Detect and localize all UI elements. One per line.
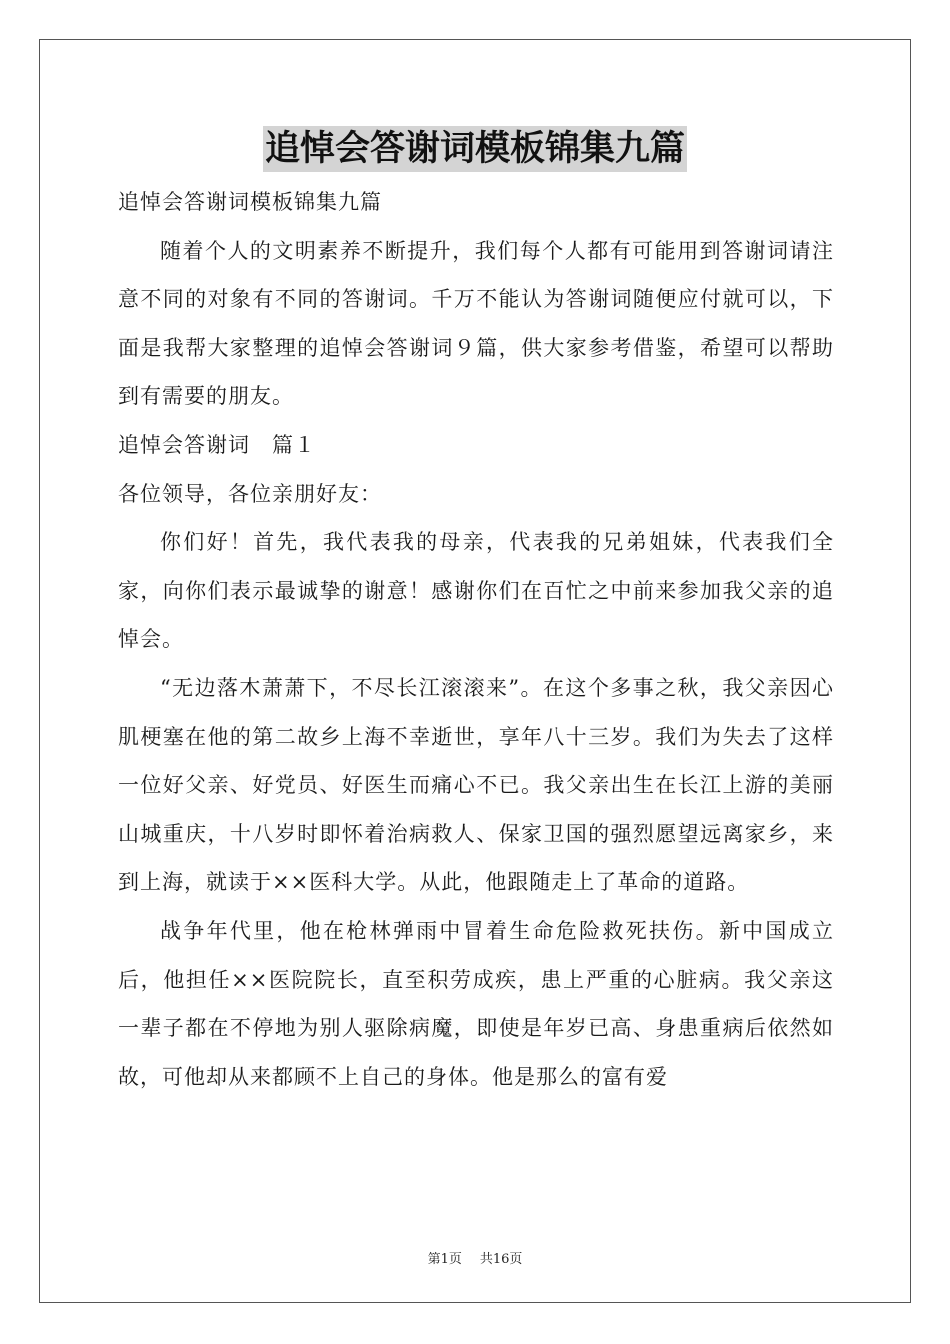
salutation: 各位领导，各位亲朋好友：: [118, 481, 382, 506]
page-total: 共16页: [479, 1252, 523, 1267]
paragraph: 你们好！首先，我代表我的母亲，代表我的兄弟姐妹，代表我们全家，向你们表示最诚挚的谢意！感谢你们在百忙之中前来参加我父亲的追悼会。: [118, 530, 834, 652]
document-body: [118, 178, 834, 1101]
section-heading: 追悼会答谢词 篇１: [118, 432, 316, 457]
paragraph: 战争年代里，他在枪林弹雨中冒着生命危险救死扶伤。新中国成立后，他担任××医院院长，直至积劳成疾，患上严重的心脏病。我父亲这一辈子都在不停地为别人驱除病魔，即使是年岁已高、身患重病后依然如故，可他却从来都顾不上自己的身体。他是那么的富有爱: [118, 918, 834, 1089]
paragraph: 随着个人的文明素养不断提升，我们每个人都有可能用到答谢词请注意不同的对象有不同的答谢词。千万不能认为答谢词随便应付就可以，下面是我帮大家整理的追悼会答谢词９篇，供大家参考借鉴，希望可以帮助到有需要的朋友。: [118, 238, 834, 409]
subtitle: 追悼会答谢词模板锦集九篇: [118, 190, 382, 214]
title-container: [0, 126, 950, 172]
document-title: 追悼会答谢词模板锦集九篇: [263, 126, 687, 172]
page-number: 第1页: [427, 1252, 462, 1267]
page-footer: [0, 1248, 950, 1267]
paragraph: “无边落木萧萧下，不尽长江滚滚来”。在这个多事之秋，我父亲因心肌梗塞在他的第二故乡上海不幸逝世，享年八十三岁。我们为失去了这样一位好父亲、好党员、好医生而痛心不已。我父亲出生在长江上游的美丽山城重庆，十八岁时即怀着治病救人、保家卫国的强烈愿望远离家乡，来到上海，就读于××医科大学。从此，他跟随走上了革命的道路。: [118, 675, 834, 895]
